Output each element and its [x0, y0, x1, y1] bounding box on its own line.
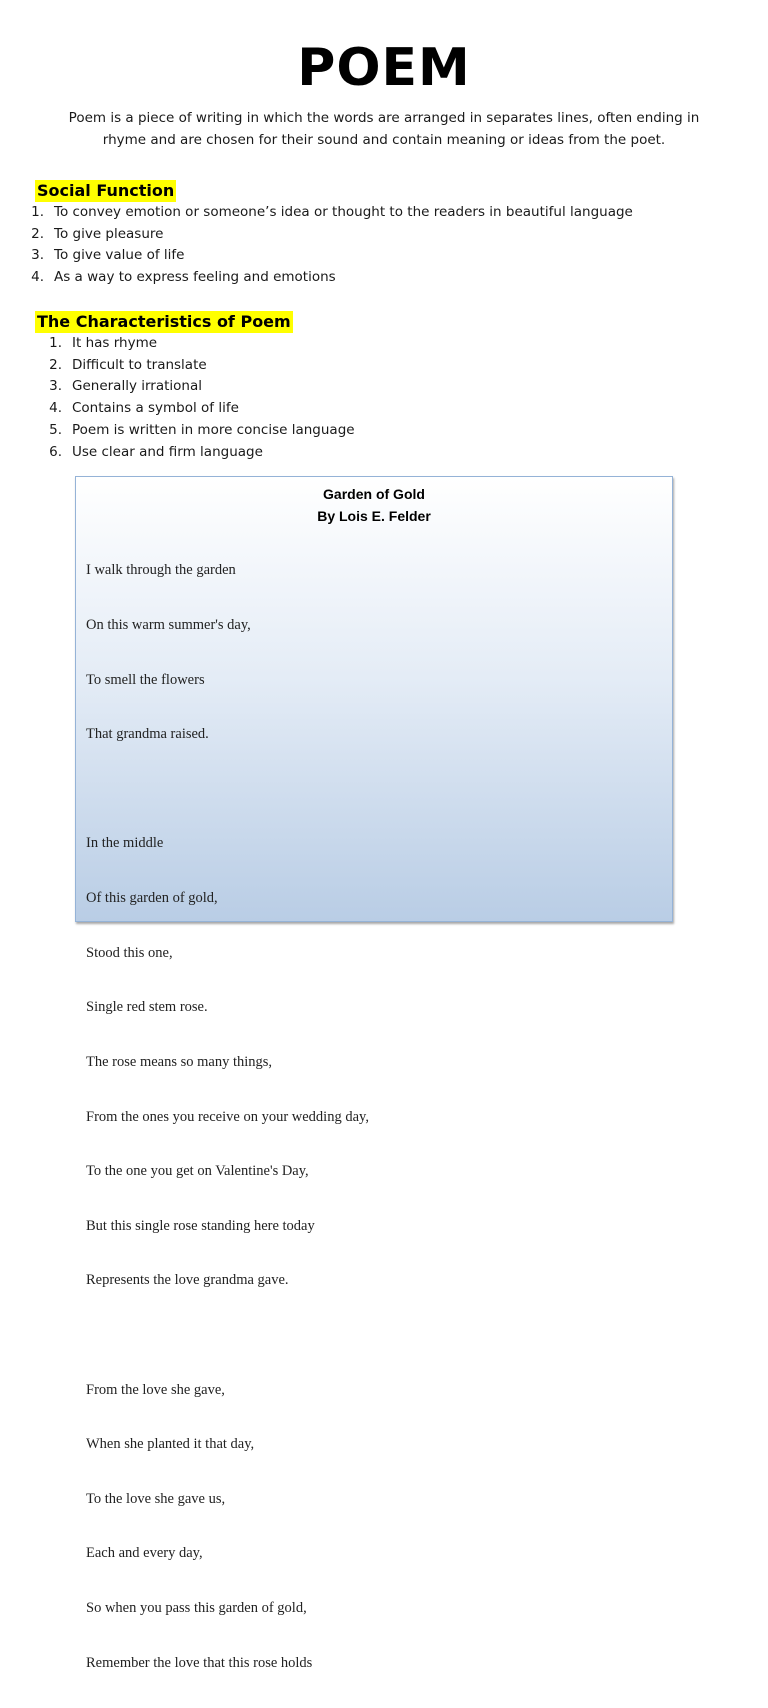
- poem-line: [86, 1326, 369, 1344]
- characteristics-list: [36, 333, 355, 463]
- list-item: [36, 355, 355, 377]
- list-item-number: 3.: [49, 378, 62, 395]
- poem-line: Stood this one,: [86, 944, 173, 961]
- poem-author: By Lois E. Felder: [317, 508, 431, 524]
- list-item-text: Generally irrational: [72, 378, 203, 395]
- list-item-text: Difficult to translate: [72, 356, 207, 373]
- list-item: [18, 202, 633, 224]
- poem-line: Each and every day,: [86, 1545, 203, 1562]
- poem-line: But this single rose standing here today: [86, 1217, 315, 1234]
- poem-line: To smell the flowers: [86, 671, 205, 688]
- list-item-text: Contains a symbol of life: [72, 400, 239, 417]
- list-item: [18, 245, 633, 267]
- poem-line: To the love she gave us,: [86, 1490, 226, 1507]
- list-item: [36, 333, 355, 355]
- poem-line: So when you pass this garden of gold,: [86, 1599, 307, 1616]
- characteristics-heading: The Characteristics of Poem: [37, 312, 291, 331]
- poem-line: [86, 780, 369, 798]
- list-item-number: 2.: [49, 356, 62, 373]
- social-function-list: [18, 202, 633, 289]
- poem-line: Represents the love grandma gave.: [86, 1272, 289, 1289]
- list-item-text: To give pleasure: [54, 225, 164, 242]
- poem-line: Of this garden of gold,: [86, 890, 218, 907]
- list-item: [18, 267, 633, 289]
- list-item: [36, 442, 355, 464]
- list-item-text: To convey emotion or someone’s idea or thought to the readers in beautiful language: [54, 204, 633, 220]
- poem-line: To the one you get on Valentine's Day,: [86, 1163, 309, 1180]
- list-item-text: As a way to express feeling and emotions: [54, 269, 336, 286]
- list-item-number: 5.: [49, 421, 62, 438]
- poem-heading: [76, 483, 672, 527]
- list-item-text: Poem is written in more concise language: [72, 421, 355, 438]
- poem-body: [86, 525, 369, 1708]
- poem-line: From the ones you receive on your wedding day,: [86, 1108, 369, 1125]
- list-item-number: 6.: [49, 443, 62, 460]
- poem-title: Garden of Gold: [323, 486, 425, 502]
- list-item-number: 3.: [31, 247, 44, 264]
- list-item: [36, 398, 355, 420]
- list-item-text: To give value of life: [54, 247, 185, 264]
- page-title: POEM: [297, 38, 471, 98]
- poem-line: In the middle: [86, 835, 164, 852]
- social-function-heading: Social Function: [37, 181, 175, 200]
- poem-line: Single red stem rose.: [86, 999, 208, 1016]
- poem-line: That grandma raised.: [86, 726, 209, 743]
- poem-line: From the love she gave,: [86, 1381, 225, 1398]
- poem-line: The rose means so many things,: [86, 1053, 273, 1070]
- list-item-number: 4.: [31, 269, 44, 286]
- list-item-text: It has rhyme: [72, 335, 158, 351]
- intro-paragraph: Poem is a piece of writing in which the words are arranged in separates lines, often ending in rhyme and are chosen for their sound and contain meaning or ideas from the poet.: [68, 110, 700, 148]
- poem-box: [75, 476, 673, 1671]
- list-item-number: 2.: [31, 225, 44, 242]
- list-item: [36, 376, 355, 398]
- list-item: [36, 420, 355, 442]
- list-item-number: 1.: [31, 204, 44, 220]
- list-item: [18, 224, 633, 246]
- poem-line: I walk through the garden: [86, 562, 236, 579]
- poem-line: Remember the love that this rose holds: [86, 1654, 313, 1671]
- list-item-text: Use clear and firm language: [72, 443, 263, 460]
- poem-line: On this warm summer's day,: [86, 617, 251, 634]
- poem-line: When she planted it that day,: [86, 1436, 255, 1453]
- list-item-number: 4.: [49, 400, 62, 417]
- list-item-number: 1.: [49, 335, 62, 351]
